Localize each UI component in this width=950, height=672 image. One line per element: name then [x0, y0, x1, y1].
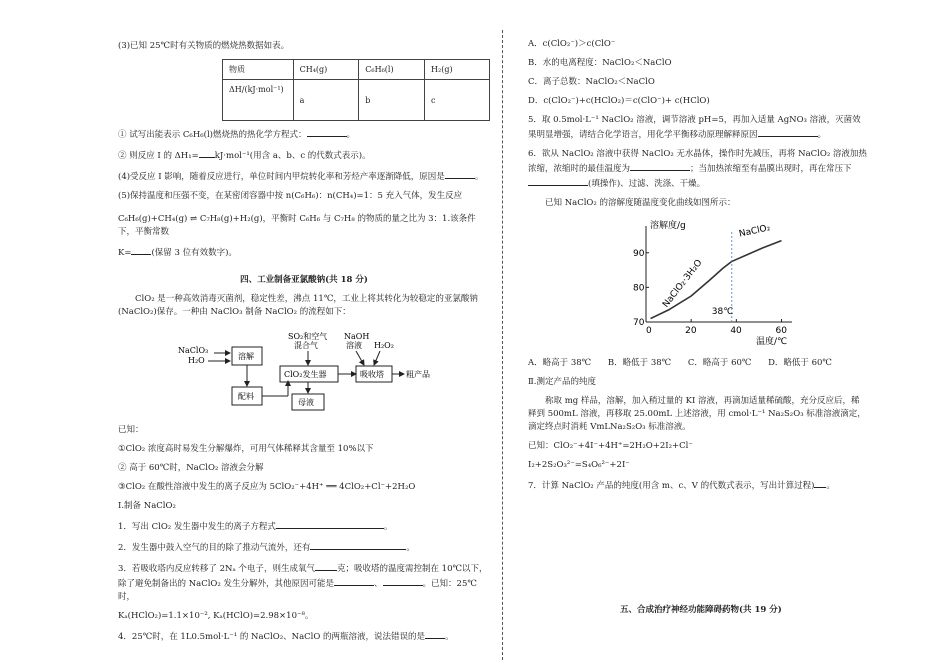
process-flow-diagram: [178, 331, 458, 411]
section4-title: 四、工业制备亚氯酸钠(共 18 分): [240, 275, 368, 285]
flow-top-h2o2: H₂O₂: [374, 341, 394, 350]
q6-text-2: ；当加热浓缩至有晶膜出现时，再在常压下: [690, 164, 852, 174]
q7: 7．计算 NaClO₂ 产品的纯度(用含 m、c、V 的代数式表示，写出计算过程) 。: [528, 478, 868, 493]
column-divider: [502, 30, 503, 660]
q5-k: [118, 245, 490, 260]
table-cell: a: [293, 80, 359, 121]
q4-section-text: 4．25℃时，在 1L0.5mol·L⁻¹ 的 NaClO₂、NaClO 的两瓶溶液，说法错误的是: [118, 632, 426, 642]
chart-option-d: D．略低于 60℃: [768, 358, 832, 368]
answer-blank[interactable]: [425, 629, 445, 639]
q3-text-2: 克；吸收塔的温度需控制在 10℃以下，除了避免制备出的 NaClO₂ 发生分解外，其他原因可能是: [118, 564, 488, 589]
table-cell: CH₄(g): [293, 60, 359, 80]
absorber-label: 吸收塔: [360, 370, 384, 379]
q7-text: 7．计算 NaClO₂ 产品的纯度(用含 m、c、V 的代数式表示，写出计算过程): [528, 481, 815, 491]
known-eq2: I₂+2S₂O₃²⁻=S₄O₆²⁻+2I⁻: [528, 460, 630, 470]
q3-sub2-text: ② 则反应 Ⅰ 的 ΔH₁=: [118, 151, 199, 161]
q3-sub1: ① 试写出能表示 C₆H₆(l)燃烧热的热化学方程式： 。: [118, 127, 490, 142]
q4-text: (4)受反应 Ⅰ 影响，随着反应进行，单位时间内甲烷转化率和芳烃产率逐渐降低，原因是: [118, 172, 445, 182]
table-row: [223, 80, 490, 121]
series-label-anhydrous: NaClO₂: [738, 223, 772, 240]
q1-text: 1．写出 ClO₂ 发生器中发生的离子方程式: [118, 522, 276, 532]
q3: 3．若吸收塔内反应转移了 2Nₐ 个电子，则生成氧气 克；吸收塔的温度需控制在 10℃以下，除了避免制备出的 NaClO₂ 发生分解外，其他原因可能是 、 。已知：25℃时，: [118, 561, 490, 604]
q1: 1．写出 ClO₂ 发生器中发生的离子方程式 。: [118, 519, 490, 534]
x-tick-label: 0: [646, 326, 652, 336]
table-cell: 物质: [223, 60, 294, 80]
flow-input-h2o: H₂O: [188, 356, 205, 365]
q6: [528, 148, 868, 191]
series-line-anhydrous: [732, 241, 782, 262]
flow-top-mix: 混合气: [294, 341, 318, 350]
left-column: [118, 40, 490, 650]
y-axis-label: 溶解度/g: [650, 221, 686, 231]
chart-option-b: B．略低于 38℃: [607, 358, 672, 368]
answer-blank[interactable]: [630, 161, 690, 171]
mother-liquor-label: 母液: [298, 398, 314, 407]
q5-equation-line: [118, 213, 490, 239]
generator-label: ClO₂发生器: [284, 370, 327, 379]
table-cell: H₂(g): [425, 60, 490, 80]
x-axis-label: 温度/℃: [756, 337, 788, 347]
x-tick-label: 40: [730, 326, 742, 336]
answer-blank[interactable]: [131, 245, 151, 255]
answer-blank[interactable]: [315, 561, 337, 571]
q2-text: 2．发生器中鼓入空气的目的除了推动气流外，还有: [118, 543, 311, 553]
q5-right: 5．取 0.5mol·L⁻¹ NaClO₂ 溶液，调节溶液 pH=5，再加入适量 AgNO₃ 溶液，灭菌效果明显增强，请结合化学语言，用化学平衡移动原理解释原因 。: [528, 115, 861, 140]
answer-blank[interactable]: [445, 169, 475, 179]
y-tick-label: 80: [633, 283, 645, 294]
q5-ratio-text: ，平衡时 C₆H₆ 与 C₇H₈ 的物质的量之比为 3：1.该条件下，平衡常数: [118, 214, 476, 237]
series-label-trihydrate: NaClO₂·3H₂O: [661, 258, 705, 310]
known-1: ①ClO₂ 浓度高时易发生分解爆炸，可用气体稀释其含量至 10%以下: [118, 444, 374, 454]
measure-procedure: 称取 mg 样品，溶解，加入稍过量的 KI 溶液，再滴加适量稀硫酸，充分反应后，稀释到 500mL 溶液，再移取 25.00mL 上述溶液，用 cmol·L⁻¹ Na₂S₂O₃ 标准溶液滴定，滴定终点时消耗 VmLNa₂S₂O₃ 标准溶液。: [528, 396, 866, 432]
option-b: B．水的电离程度：NaClO₂＜NaClO: [528, 58, 672, 68]
section4-intro: ClO₂ 是一种高效消毒灭菌剂，稳定性差，沸点 11℃，工业上将其转化为较稳定的亚氯酸钠(NaClO₂)保存。一种由 NaClO₃ 制备 NaClO₂ 的流程如下：: [118, 294, 478, 317]
transition-temp-label: 38℃: [711, 307, 734, 317]
y-tick-label: 90: [633, 248, 645, 259]
answer-blank[interactable]: [758, 127, 818, 137]
table-cell: C₆H₆(l): [359, 60, 425, 80]
flow-top-so2: SO₂和空气: [288, 332, 328, 341]
y-tick-label: 70: [633, 318, 645, 328]
answer-blank[interactable]: [307, 127, 347, 137]
q3-sub2-tail: kJ·mol⁻¹(用含 a、b、c 的代数式表示)。: [214, 151, 371, 161]
chart-options: [528, 357, 868, 370]
flow-top-naoh: NaOH: [344, 332, 370, 341]
answer-blank[interactable]: [528, 176, 588, 186]
mix-label: 配料: [238, 392, 254, 401]
option-d: D．c(ClO₂⁻)+c(HClO₂)＝c(ClO⁻)+ c(HClO): [528, 96, 710, 106]
q5-right-text: 5．取 0.5mol·L⁻¹ NaClO₂ 溶液，调节溶液 pH=5，再加入适量 AgNO₃ 溶液，灭菌效果明显增强，请结合化学语言，用化学平衡移动原理解释原因: [528, 115, 861, 140]
answer-blank[interactable]: [276, 519, 384, 529]
right-column: [528, 38, 868, 499]
q3-known: 已知：25℃时，: [118, 579, 477, 602]
answer-blank[interactable]: [383, 576, 423, 586]
chart-option-c: C．略高于 60℃: [687, 358, 752, 368]
solubility-chart: [618, 218, 798, 348]
flow-top-solution: 溶液: [346, 341, 362, 350]
q2: 2．发生器中鼓入空气的目的除了推动气流外，还有 。: [118, 540, 490, 555]
known-title: 已知：: [118, 425, 144, 435]
q5-k-tail: (保留 3 位有效数字)。: [151, 248, 237, 258]
answer-blank[interactable]: [334, 576, 374, 586]
q4-section: 4．25℃时，在 1L0.5mol·L⁻¹ 的 NaClO₂、NaClO 的两瓶溶液，说法错误的是 。: [118, 629, 490, 644]
x-tick-label: 60: [775, 326, 787, 336]
answer-blank[interactable]: [814, 478, 826, 488]
q3-intro: (3)已知 25℃时有关物质的燃烧热数据如表。: [118, 41, 290, 51]
q3-sub2: [118, 148, 490, 163]
combustion-heat-table: [222, 59, 490, 121]
q6-text: 6．欲从 NaClO₂ 溶液中获得 NaClO₂ 无水晶体，操作时先减压，再将 NaClO₂ 溶液加热浓缩，浓缩时的最佳温度为: [528, 149, 867, 174]
option-a: A．c(ClO₂⁻)＞c(ClO⁻: [528, 39, 616, 49]
table-cell: ΔH/(kJ·mol⁻¹): [223, 80, 294, 121]
answer-blank[interactable]: [310, 540, 406, 550]
answer-blank[interactable]: [199, 148, 215, 158]
q6-text-3: (填操作)、过滤、洗涤、干燥。: [588, 179, 706, 189]
part1-title: Ⅰ.制备 NaClO₂: [118, 501, 176, 511]
table-cell: c: [425, 80, 490, 121]
chart-intro: 已知 NaClO₂ 的溶解度随温度变化曲线如图所示：: [545, 198, 736, 208]
option-c: C．离子总数：NaClO₂＜NaClO: [528, 77, 655, 87]
table-header-row: [223, 60, 490, 80]
section5-title: 五、合成治疗神经功能障碍药物(共 19 分): [620, 605, 782, 615]
q3-ka: Kₐ(HClO₂)=1.1×10⁻², Kₐ(HClO)=2.98×10⁻⁸。: [118, 611, 314, 621]
q5-equation: C₆H₆(g)+CH₄(g) ⇌ C₇H₈(g)+H₂(g): [118, 214, 263, 224]
known-2: ② 高于 60℃时，NaClO₂ 溶液会分解: [118, 463, 264, 473]
crude-product-label: 粗产品: [406, 370, 430, 379]
known-eq1: 已知：ClO₂⁻+4I⁻+4H⁺=2H₂O+2I₂+Cl⁻: [528, 441, 693, 451]
q3-sub1-text: ① 试写出能表示 C₆H₆(l)燃烧热的热化学方程式：: [118, 130, 307, 140]
q5: (5)保持温度和压强不变，在某密闭容器中按 n(C₆H₆)：n(CH₄)=1：5 充入气体，发生反应: [118, 191, 463, 201]
chart-option-a: A．略高于 38℃: [528, 358, 592, 368]
known-3: ③ClO₂ 在酸性溶液中发生的离子反应为 5ClO₂⁻+4H⁺ ══ 4ClO₂+Cl⁻+2H₂O: [118, 482, 416, 492]
dissolve-label: 溶解: [238, 352, 254, 361]
q3-text: 3．若吸收塔内反应转移了 2Nₐ 个电子，则生成氧气: [118, 564, 315, 574]
flow-input-naclo3: NaClO₃: [178, 346, 209, 355]
q5-k-label: K=: [118, 248, 132, 258]
part2-title: Ⅱ.测定产品的纯度: [528, 377, 596, 387]
x-tick-label: 20: [685, 326, 697, 336]
q4: (4)受反应 Ⅰ 影响，随着反应进行，单位时间内甲烷转化率和芳烃产率逐渐降低，原因是 。: [118, 169, 490, 184]
table-cell: b: [359, 80, 425, 121]
